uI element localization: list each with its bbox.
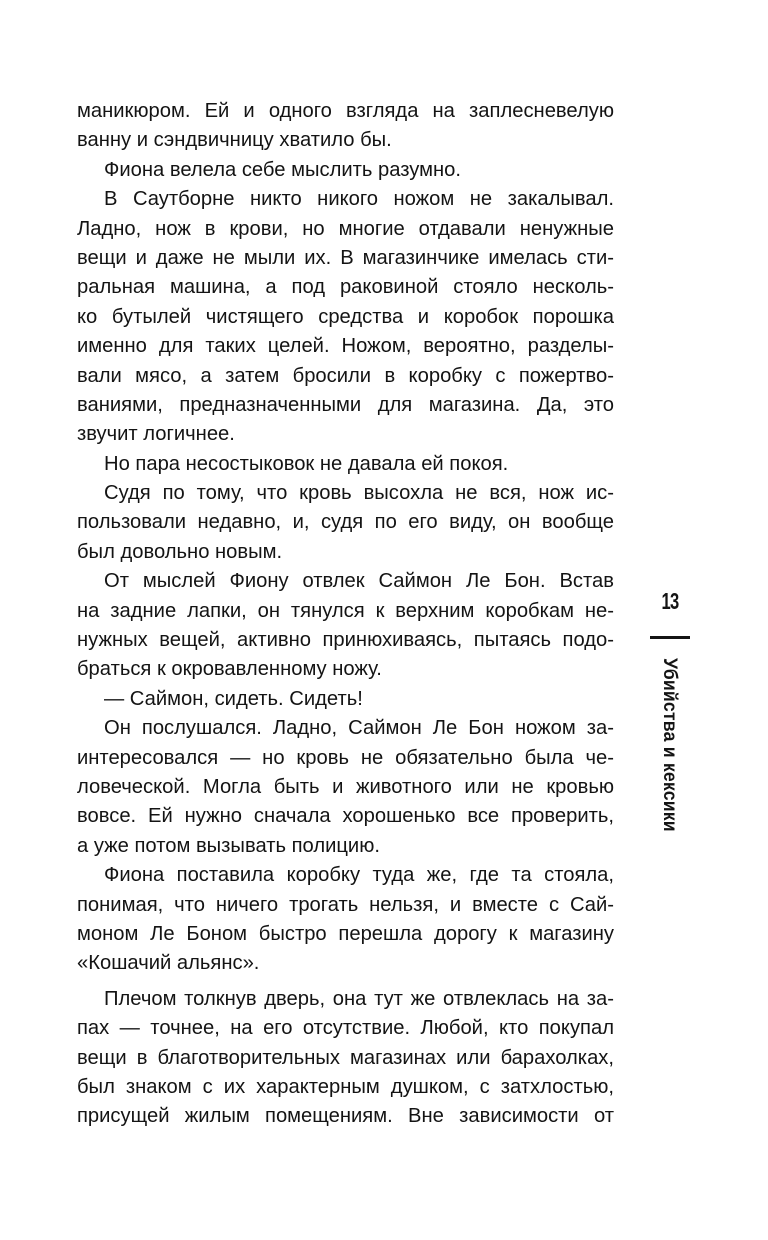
text-line: ральная машина, а под раковиной стояло несколь- xyxy=(77,276,614,299)
text-line: пользовали недавно, и, судя по его виду, он вообще xyxy=(77,511,614,534)
text-line: Ладно, нож в крови, но многие отдавали ненужные xyxy=(77,217,614,240)
text-line: звучит логичнее. xyxy=(77,423,235,446)
text-line: Фиона велела себе мыслить разумно. xyxy=(104,158,462,181)
text-line: маникюром. Ей и одного взгляда на заплесневелую xyxy=(77,100,614,122)
text-line: ванну и сэндвичницу хватило бы. xyxy=(77,129,392,152)
text-line: «Кошачий альянс». xyxy=(77,952,260,975)
running-title: Убийства и кексики xyxy=(659,658,680,832)
text-line: браться к окровавленному ножу. xyxy=(77,658,382,681)
page-number: 13 xyxy=(661,588,679,614)
text-line: был знаком с их характерным душком, с затхлостью, xyxy=(77,1075,614,1098)
text-line: интересовался — но кровь не обязательно была че- xyxy=(77,746,614,769)
text-line: понимая, что ничего трогать нельзя, и вместе с Сай- xyxy=(77,893,614,916)
text-line: моном Ле Боном быстро перешла дорогу к магазину xyxy=(77,922,614,945)
text-line: нужных вещей, активно принюхиваясь, пытаясь подо- xyxy=(77,629,614,652)
text-line: Но пара несостыковок не давала ей покоя. xyxy=(104,452,509,475)
text-line: Он послушался. Ладно, Саймон Ле Бон ножом за- xyxy=(104,717,614,740)
text-line: был довольно новым. xyxy=(77,540,283,563)
text-line: ваниями, предназначенными для магазина. Да, это xyxy=(77,393,614,416)
text-line: Судя по тому, что кровь высохла не вся, нож ис- xyxy=(104,482,614,505)
text-line: вовсе. Ей нужно сначала хорошенько все проверить, xyxy=(77,805,614,828)
text-line: вещи в благотворительных магазинах или барахолках, xyxy=(77,1046,614,1069)
text-line: Плечом толкнув дверь, она тут же отвлеклась на за- xyxy=(104,987,614,1010)
text-line: — Саймон, сидеть. Сидеть! xyxy=(104,687,363,710)
text-line: От мыслей Фиону отвлек Саймон Ле Бон. Встав xyxy=(104,570,614,593)
text-line: Фиона поставила коробку туда же, где та стояла, xyxy=(104,864,614,887)
text-line: вали мясо, а затем бросили в коробку с пожертво- xyxy=(77,364,614,387)
text-line: а уже потом вызывать полицию. xyxy=(77,834,380,857)
text-line: пах — точнее, на его отсутствие. Любой, кто покупал xyxy=(77,1017,614,1040)
text-line: ко бутылей чистящего средства и коробок порошка xyxy=(77,305,614,328)
text-line: на задние лапки, он тянулся к верхним коробкам не- xyxy=(77,599,614,622)
text-line: вещи и даже не мыли их. В магазинчике имелась сти- xyxy=(77,246,614,269)
text-line: присущей жилым помещениям. Вне зависимости от xyxy=(77,1105,614,1128)
body-text xyxy=(77,97,614,1132)
text-line: В Саутборне никто никого ножом не закалывал. xyxy=(104,188,614,211)
text-line: ловеческой. Могла быть и животного или не кровью xyxy=(77,775,614,798)
text-line: именно для таких целей. Ножом, вероятно, разделы- xyxy=(77,335,614,358)
margin-rule xyxy=(650,636,690,639)
